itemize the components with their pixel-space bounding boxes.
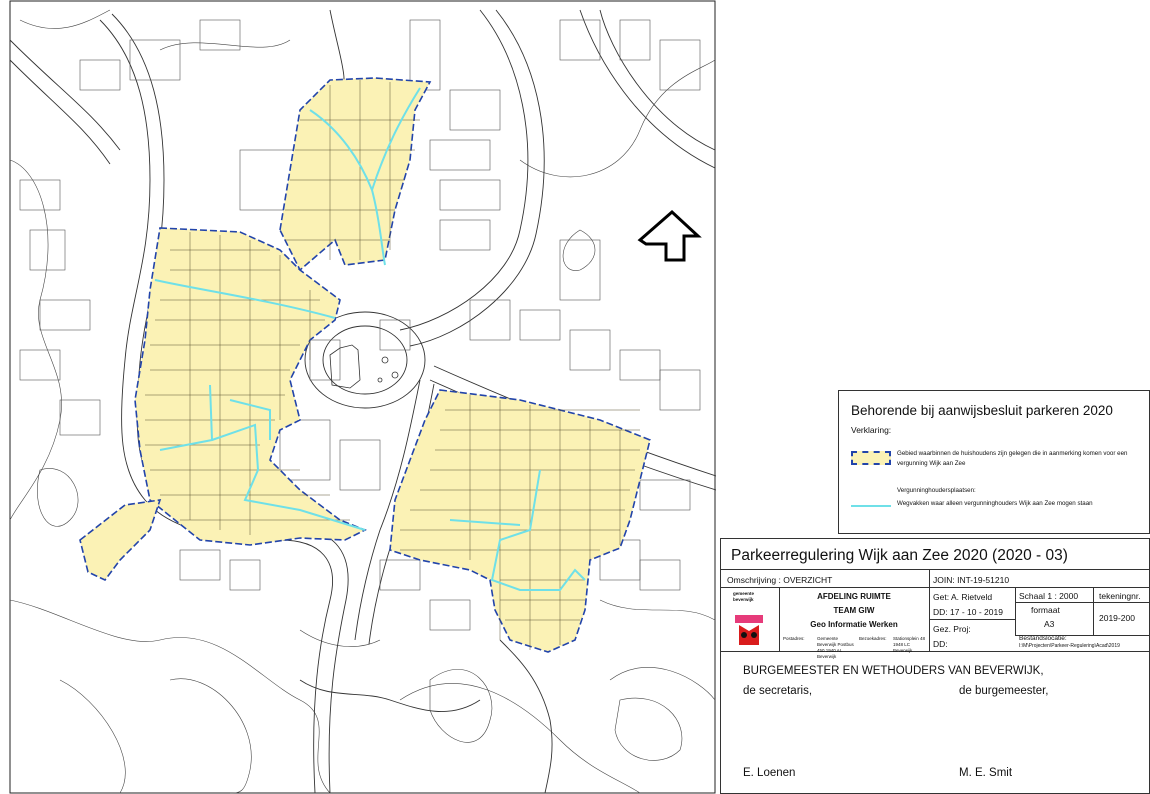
legend-permit-heading: Vergunninghoudersplaatsen: bbox=[897, 487, 976, 494]
north-arrow-icon bbox=[634, 208, 704, 264]
secretaris-label: de secretaris, bbox=[743, 685, 813, 697]
geo-label: Geo Informatie Werken bbox=[810, 620, 898, 629]
omschrijving-value: OVERZICHT bbox=[783, 575, 833, 585]
bezoekadres-value: Stationsplein 48 1948 LC Beverwijk bbox=[893, 636, 926, 653]
legend-area-swatch bbox=[851, 451, 891, 465]
drawing-title: Parkeerregulering Wijk aan Zee 2020 (2020 - 03) bbox=[731, 547, 1068, 564]
legend-road-swatch bbox=[851, 505, 891, 507]
postadres-label: Postadres: bbox=[783, 636, 805, 641]
bw-line: BURGEMEESTER EN WETHOUDERS VAN BEVERWIJK, bbox=[743, 665, 1044, 677]
tekeningnr-value: 2019-200 bbox=[1099, 613, 1135, 623]
join-number: JOIN: INT-19-51210 bbox=[933, 575, 1010, 585]
postadres-value: Gemeente Beverwijk Postbus 450 1940 AL Beverwijk bbox=[817, 636, 854, 659]
bestandslocatie-label: Bestandslocatie: bbox=[1019, 635, 1067, 642]
legend-verklaring: Verklaring: bbox=[851, 425, 892, 435]
bestandslocatie-value: I:\M\Projecten\Parkeer-Regulering\Acad\2019 bbox=[1019, 643, 1120, 649]
schaal: Schaal 1 : 2000 bbox=[1019, 591, 1079, 601]
datum-1: DD: 17 - 10 - 2019 bbox=[933, 607, 1003, 617]
omschrijving-label: Omschrijving : bbox=[727, 575, 781, 585]
legend-title: Behorende bij aanwijsbesluit parkeren 2020 bbox=[851, 403, 1113, 418]
burgemeester-label: de burgemeester, bbox=[959, 685, 1049, 697]
team-label: TEAM GIW bbox=[833, 606, 875, 615]
beverwijk-logo-icon bbox=[733, 603, 765, 647]
legend-panel bbox=[838, 390, 1150, 534]
datum-2: DD: bbox=[933, 639, 948, 649]
afdeling-label: AFDELING RUIMTE bbox=[817, 592, 891, 601]
legend-road-text: Wegvakken waar alleen vergunninghouders Wijk aan Zee mogen staan bbox=[897, 500, 1093, 507]
burgemeester-name: M. E. Smit bbox=[959, 767, 1013, 779]
formaat-label: formaat bbox=[1031, 605, 1060, 615]
bezoekadres-label: Bezoekadres: bbox=[859, 636, 887, 641]
title-block bbox=[720, 538, 1150, 794]
getekend: Get: A. Rietveld bbox=[933, 592, 993, 602]
secretaris-name: E. Loenen bbox=[743, 767, 796, 779]
gezien-proj: Gez. Proj: bbox=[933, 624, 971, 634]
formaat-value: A3 bbox=[1044, 619, 1055, 629]
legend-area-text: Gebied waarbinnen de huishoudens zijn gelegen die in aanmerking komen voor een vergunning Wijk aan Zee bbox=[897, 450, 1128, 467]
tekeningnr-label: tekeningnr. bbox=[1099, 591, 1141, 601]
logo-text: gemeente beverwijk bbox=[733, 591, 755, 602]
